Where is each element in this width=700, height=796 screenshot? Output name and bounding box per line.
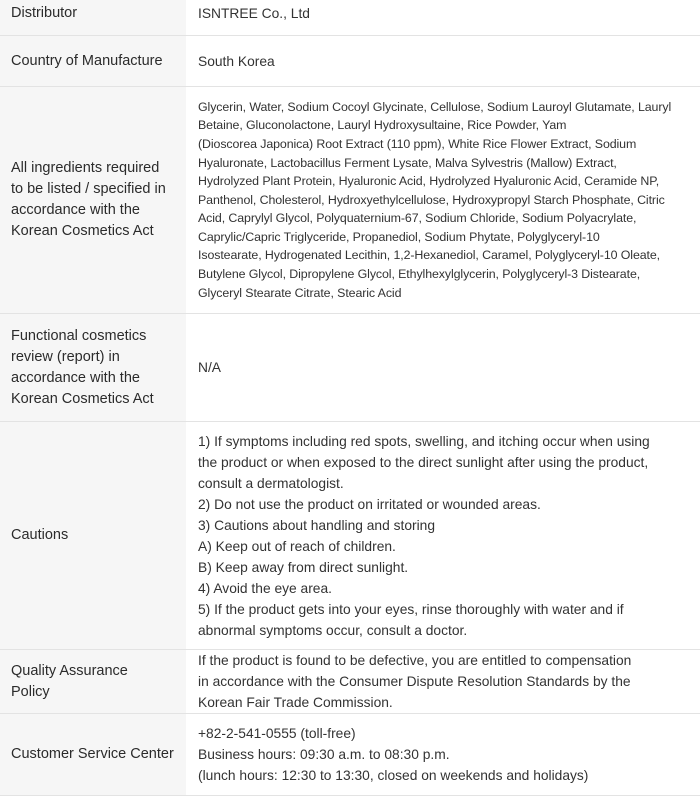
row-label-cell (0, 87, 186, 313)
row-value-cell (186, 714, 700, 795)
quality-assurance-label: Quality Assurance Policy (11, 662, 128, 700)
row-label-cell (0, 650, 186, 713)
table-row-customer-service (0, 714, 700, 796)
row-value-cell (186, 422, 700, 649)
functional-review-label: Functional cosmetics review (report) in accordance with the Korean Cosmetics Act (11, 327, 154, 407)
row-label-cell (0, 36, 186, 86)
table-row-distributor (0, 0, 700, 36)
row-label-cell (0, 314, 186, 421)
distributor-label: Distributor (11, 4, 78, 21)
table-row-functional-review (0, 314, 700, 422)
table-row-ingredients (0, 87, 700, 314)
cautions-value: 1) If symptoms including red spots, swelling, and itching occur when using the product or when exposed to the direct sunlight after using the product, consult a dermatologist. 2) Do not use the product on irritated or wounded areas. 3) Cautions about handling and storing A) Keep out of reach of children. B) Keep away from direct sunlight. 4) Avoid the eye area. 5) If the product gets into your eyes, rinse thoroughly with water and if abnormal symptoms occur, consult a doctor. (198, 433, 650, 638)
cautions-label: Cautions (11, 527, 69, 543)
row-value-cell (186, 314, 700, 421)
row-label-cell (0, 422, 186, 649)
table-row-quality-assurance (0, 650, 700, 714)
customer-service-label: Customer Service Center (11, 746, 174, 762)
functional-review-value: N/A (198, 360, 221, 375)
ingredients-label: All ingredients required to be listed / specified in accordance with the Korean Cosmetics Act (11, 160, 166, 239)
country-value: South Korea (198, 53, 275, 69)
ingredients-value: Glycerin, Water, Sodium Cocoyl Glycinate, Cellulose, Sodium Lauroyl Glutamate, Lauryl Betaine, Gluconolactone, Lauryl Hydroxysultaine, Rice Powder, Yam (Dioscorea Japonica) Root Extract (110 ppm), White Rice Flower Extract, Sodium Hyaluronate, Lactobacillus Ferment Lysate, Malva Sylvestris (Mallow) Extract, Hydrolyzed Plant Protein, Hyaluronic Acid, Hydrolyzed Hyaluronic Acid, Ceramide NP, Panthenol, Cholesterol, Hydroxyethylcellulose, Hydroxypropyl Starch Phosphate, Citric Acid, Caprylyl Glycol, Polyquaternium-67, Sodium Chloride, Sodium Polyacrylate, Caprylic/Capric Triglyceride, Propanediol, Sodium Phytate, Polyglyceryl-10 Isostearate, Hydrogenated Lecithin, 1,2-Hexanediol, Caramel, Polyglyceryl-10 Oleate, Butylene Glycol, Dipropylene Glycol, Ethylhexylglycerin, Polyglyceryl-3 Distearate, Glyceryl Stearate Citrate, Stearic Acid (198, 99, 672, 300)
row-label-cell (0, 714, 186, 795)
row-value-cell (186, 650, 700, 713)
table-row-country (0, 36, 700, 87)
table-row-cautions (0, 422, 700, 650)
distributor-value: ISNTREE Co., Ltd (198, 5, 310, 21)
country-label: Country of Manufacture (11, 52, 163, 69)
row-value-cell (186, 0, 700, 35)
quality-assurance-value: If the product is found to be defective, you are entitled to compensation in accordance with the Consumer Dispute Resolution Standards by the Korean Fair Trade Commission. (198, 653, 632, 710)
row-value-cell (186, 36, 700, 86)
row-label-cell (0, 0, 186, 35)
customer-service-value: +82-2-541-0555 (toll-free) Business hours: 09:30 a.m. to 08:30 p.m. (lunch hours: 12:30 to 13:30, closed on weekends and holidays) (198, 726, 589, 783)
row-value-cell (186, 87, 700, 313)
